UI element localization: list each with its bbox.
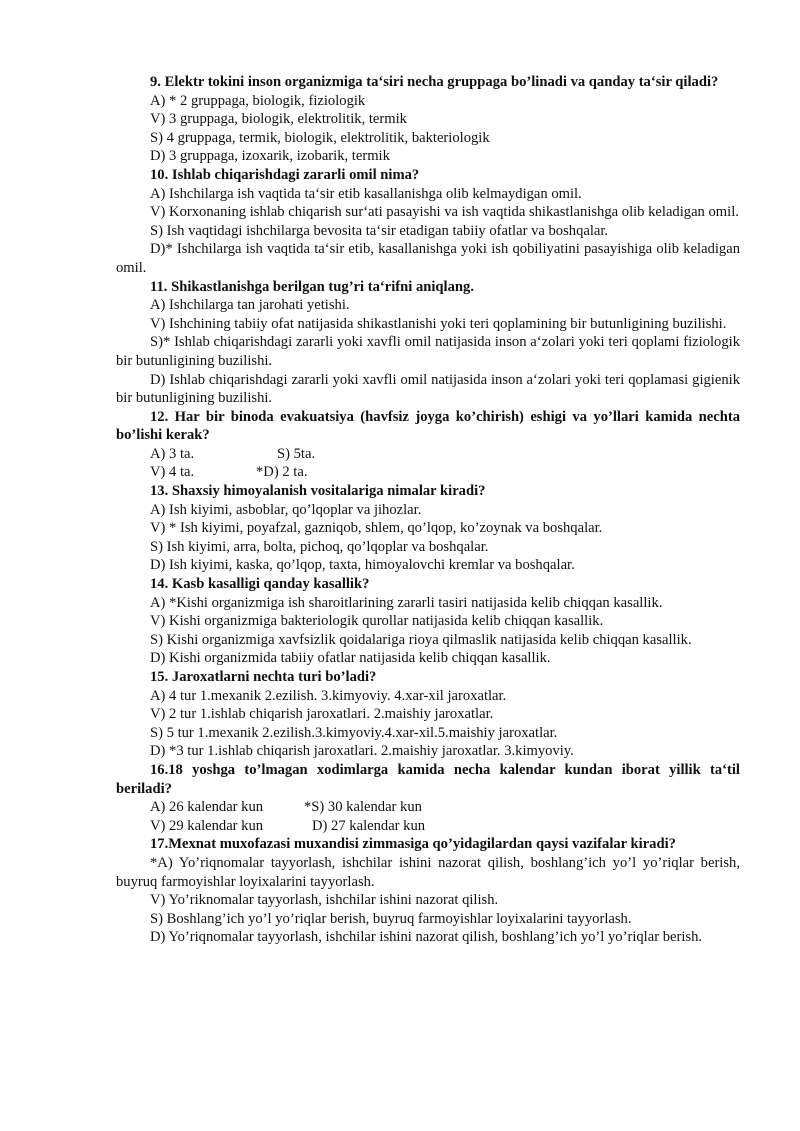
option-s: S) 5 tur 1.mexanik 2.ezilish.3.kimyoviy.4.xar-xil.5.maishiy jaroxatlar.	[150, 724, 558, 741]
question-title: 17.Mexnat muxofazasi muxandisi zimmasiga qo’yidagilardan qaysi vazifalar kiradi?	[150, 836, 676, 853]
option-d: D) *3 tur 1.ishlab chiqarish jaroxatlari. 2.maishiy jaroxatlar. 3.kimyoviy.	[150, 743, 574, 760]
option-a: A) 4 tur 1.mexanik 2.ezilish. 3.kimyoviy. 4.xar-xil jaroxatlar.	[150, 687, 507, 704]
question-10	[116, 166, 740, 278]
option-d: D) Kishi organizmida tabiiy ofatlar natijasida kelib chiqqan kasallik.	[150, 650, 551, 667]
question-title: 16.18 yoshga to’lmagan xodimlarga kamida necha kalendar kundan iborat yillik ta‘til beriladi?	[116, 761, 740, 797]
question-17	[116, 835, 740, 947]
option-a: *A) Yo’riqnomalar tayyorlash, ishchilar ishini nazorat qilish, boshlang’ich yo’l yo’riqlar berish, buyruq farmoyishlar loyixalarini tayyorlash.	[116, 854, 740, 890]
option-s: S) Boshlang’ich yo’l yo’riqlar berish, buyruq farmoyishlar loyixalarini tayyorlash.	[150, 910, 632, 927]
option-v: V) 2 tur 1.ishlab chiqarish jaroxatlari. 2.maishiy jaroxatlar.	[150, 706, 494, 723]
question-16	[116, 761, 740, 835]
option-d: D) 3 gruppaga, izoxarik, izobarik, termik	[150, 148, 390, 165]
question-title: 9. Elektr tokini inson organizmiga ta‘siri necha gruppaga bo’linadi va qanday ta‘sir qiladi?	[150, 74, 719, 90]
option-a: A) Ishchilarga ish vaqtida ta‘sir etib kasallanishga olib kelmaydigan omil.	[150, 185, 582, 202]
question-15	[116, 668, 740, 761]
option-d: *D) 2 ta.	[256, 464, 308, 481]
option-row	[116, 445, 740, 464]
option-v: V) * Ish kiyimi, poyafzal, gazniqob, shlem, qo’lqop, ko’zoynak va boshqalar.	[150, 520, 603, 537]
option-row	[116, 463, 740, 482]
option-v: V) Ishchining tabiiy ofat natijasida shikastlanishi yoki teri qoplamining bir butunligining buzilishi.	[150, 315, 727, 332]
question-title: 13. Shaxsiy himoyalanish vositalariga nimalar kiradi?	[150, 483, 486, 500]
option-a: A) * 2 gruppaga, biologik, fiziologik	[150, 92, 366, 109]
option-s: S) 5ta.	[277, 445, 316, 462]
option-row	[116, 817, 740, 836]
question-11	[116, 278, 740, 408]
question-14	[116, 575, 740, 668]
option-s: S)* Ishlab chiqarishdagi zararli yoki xavfli omil natijasida inson a‘zolari yoki teri qoplami fiziologik bir butunligining buzilishi.	[116, 334, 740, 369]
document-page	[116, 73, 740, 947]
option-v: V) 3 gruppaga, biologik, elektrolitik, termik	[150, 111, 407, 128]
option-d: D) Ishlab chiqarishdagi zararli yoki xavfli omil natijasida inson a‘zolari yoki teri qoplamasi gigienik bir butunligining buzilishi.	[116, 371, 740, 407]
option-a: A) Ishchilarga tan jarohati yetishi.	[150, 297, 350, 314]
option-v: V) 4 ta.	[150, 464, 195, 481]
option-v: V) Korxonaning ishlab chiqarish sur‘ati pasayishi va ish vaqtida shikastlanishga olib keladigan omil.	[150, 204, 739, 221]
option-d: D) Ish kiyimi, kaska, qo’lqop, taxta, himoyalovchi kremlar va boshqalar.	[150, 557, 575, 574]
option-d: D) Yo’riqnomalar tayyorlash, ishchilar ishini nazorat qilish, boshlang’ich yo’l yo’riqlar berish.	[150, 929, 703, 946]
option-v: V) 29 kalendar kun	[150, 817, 264, 834]
option-s: S) Ish kiyimi, arra, bolta, pichoq, qo’lqoplar va boshqalar.	[150, 538, 489, 555]
option-s: S) Ish vaqtidagi ishchilarga bevosita ta‘sir etadigan tabiiy ofatlar va boshqalar.	[150, 222, 609, 239]
option-s: S) Kishi organizmiga xavfsizlik qoidalariga rioya qilmaslik natijasida kelib chiqqan kasallik.	[150, 631, 692, 648]
question-title: 15. Jaroxatlarni nechta turi bo’ladi?	[150, 669, 377, 685]
option-d: D)* Ishchilarga ish vaqtida ta‘sir etib, kasallanishga yoki ish qobiliyatini pasayishiga olib keladigan omil.	[116, 241, 740, 276]
question-title: 12. Har bir binoda evakuatsiya (havfsiz joyga ko’chirish) eshigi va yo’llari kamida nechta bo’lishi kerak?	[116, 408, 740, 444]
option-d: D) 27 kalendar kun	[312, 817, 426, 834]
option-a: A) 3 ta.	[150, 445, 195, 462]
option-a: A) *Kishi organizmiga ish sharoitlarining zararli tasiri natijasida kelib chiqqan kasallik.	[150, 594, 663, 611]
question-12	[116, 408, 740, 482]
question-title: 14. Kasb kasalligi qanday kasallik?	[150, 576, 370, 593]
option-v: V) Yo’riknomalar tayyorlash, ishchilar ishini nazorat qilish.	[150, 892, 499, 909]
option-row	[116, 798, 740, 817]
option-v: V) Kishi organizmiga bakteriologik qurollar natijasida kelib chiqqan kasallik.	[150, 613, 604, 630]
option-a: A) Ish kiyimi, asboblar, qo’lqoplar va jihozlar.	[150, 501, 422, 518]
option-s: *S) 30 kalendar kun	[304, 799, 422, 816]
option-a: A) 26 kalendar kun	[150, 799, 264, 816]
question-title: 11. Shikastlanishga berilgan tug’ri ta‘rifni aniqlang.	[150, 278, 474, 295]
question-9	[116, 73, 740, 166]
question-13	[116, 482, 740, 575]
question-title: 10. Ishlab chiqarishdagi zararli omil nima?	[150, 166, 420, 183]
option-s: S) 4 gruppaga, termik, biologik, elektrolitik, bakteriologik	[150, 129, 490, 146]
